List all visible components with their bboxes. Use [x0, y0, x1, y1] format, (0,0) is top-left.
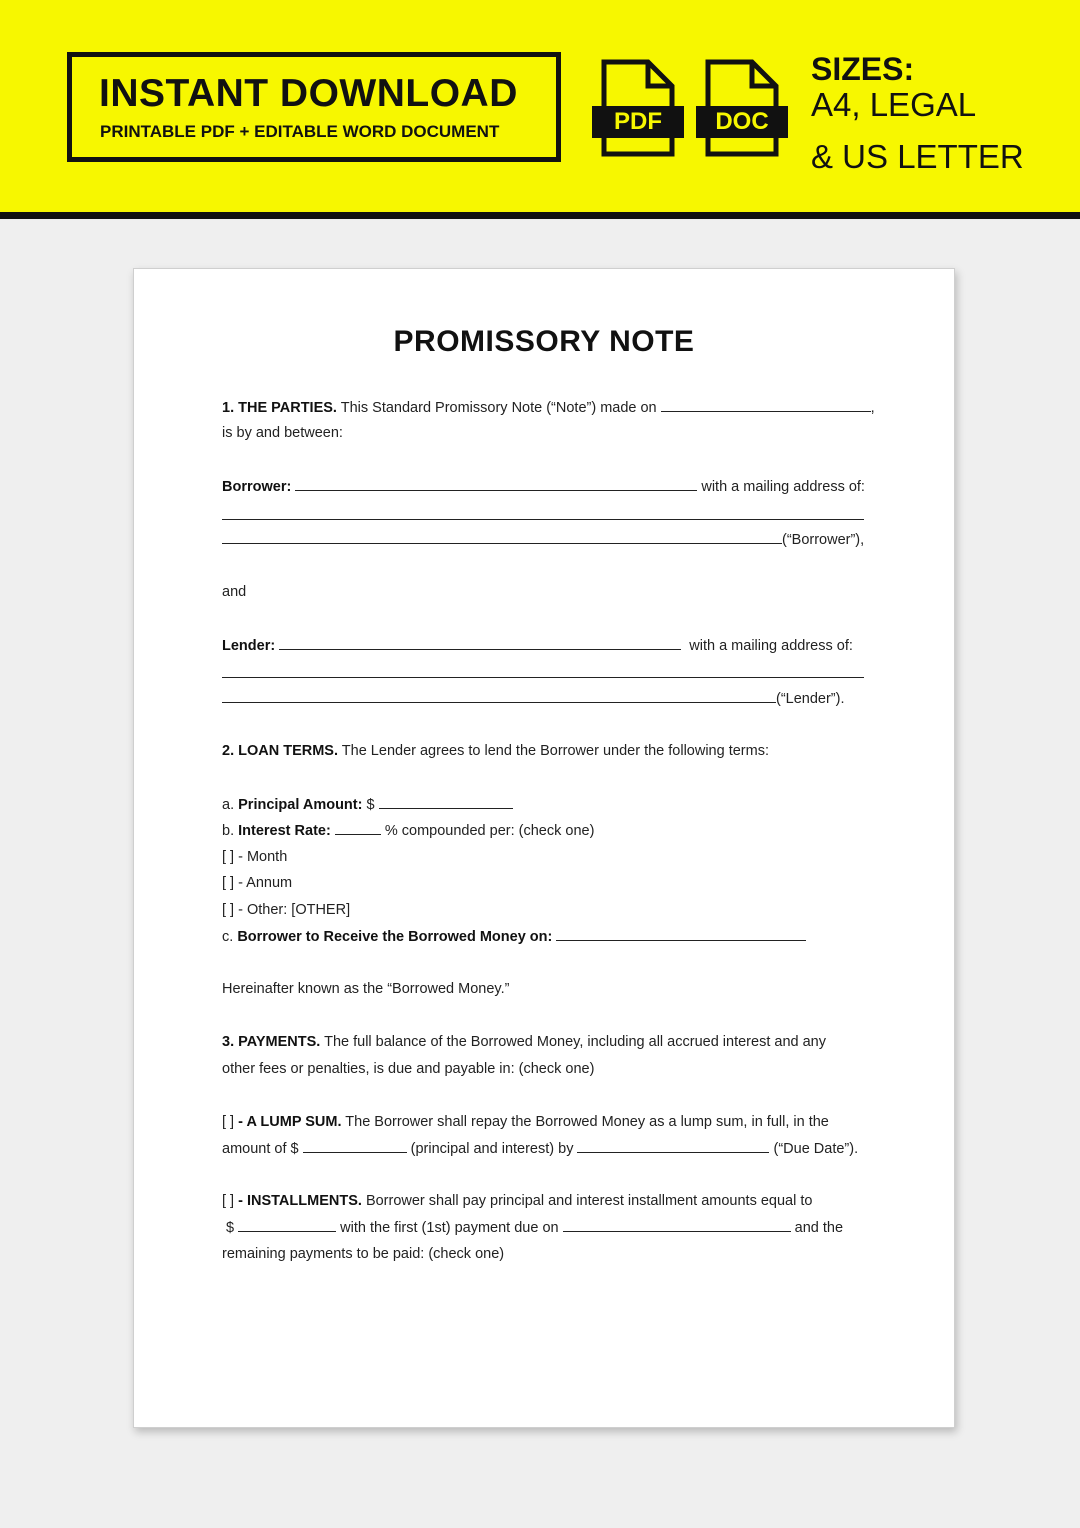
receive-prefix: c. — [222, 929, 234, 945]
lump-principal: (principal and interest) by — [410, 1141, 574, 1157]
payments-line — [222, 1032, 826, 1052]
receive-label: Borrower to Receive the Borrowed Money on: — [237, 929, 553, 945]
installments-text: Borrower shall pay principal and interest installment amounts equal to — [365, 1193, 813, 1209]
borrower-label: Borrower: — [222, 479, 292, 495]
sizes-line-2: & US LETTER — [811, 138, 1024, 175]
installments-remaining: remaining payments to be paid: (check one) — [222, 1246, 505, 1262]
due-date-blank[interactable] — [577, 1138, 769, 1153]
interest-line — [222, 820, 594, 841]
principal-dollar: $ — [366, 797, 375, 813]
installments-first: with the first (1st) payment due on — [340, 1220, 559, 1236]
interest-prefix: b. — [222, 823, 235, 839]
option-month[interactable]: [ ] - Month — [222, 849, 288, 865]
option-annum[interactable]: [ ] - Annum — [222, 875, 293, 891]
installment-amount-blank[interactable] — [238, 1217, 336, 1232]
interest-rate-blank[interactable] — [335, 820, 381, 835]
option-other[interactable]: [ ] - Other: [OTHER] — [222, 902, 351, 918]
banner-title: INSTANT DOWNLOAD — [99, 72, 518, 115]
lender-address-blank-1[interactable] — [222, 677, 864, 678]
parties-comma: , — [870, 400, 875, 416]
parties-heading: 1. THE PARTIES. — [222, 400, 337, 416]
lender-label: Lender: — [222, 638, 276, 654]
document-title: PROMISSORY NOTE — [393, 325, 695, 358]
download-banner — [0, 0, 1080, 219]
lump-checkbox[interactable]: [ ] — [222, 1114, 235, 1130]
receive-date-blank[interactable] — [556, 926, 806, 941]
installments-dollar: $ — [226, 1220, 235, 1236]
document-page — [133, 268, 955, 1428]
lump-amount-blank[interactable] — [303, 1138, 407, 1153]
lender-line — [222, 635, 853, 656]
loan-heading: 2. LOAN TERMS. — [222, 743, 339, 759]
receive-line — [222, 926, 806, 947]
principal-prefix: a. — [222, 797, 235, 813]
interest-text: % compounded per: (check one) — [384, 823, 595, 839]
banner-subtitle: PRINTABLE PDF + EDITABLE WORD DOCUMENT — [100, 122, 500, 141]
lump-text: The Borrower shall repay the Borrowed Money as a lump sum, in full, in the — [345, 1114, 829, 1130]
lender-name-blank[interactable] — [279, 635, 681, 650]
installments-amount-line — [222, 1217, 843, 1238]
borrower-name-blank[interactable] — [295, 476, 697, 491]
date-blank[interactable] — [661, 397, 871, 412]
lump-amount-line — [222, 1138, 858, 1159]
installments-heading: - INSTALLMENTS. — [238, 1193, 362, 1209]
and-text: and — [222, 584, 247, 600]
pdf-label: PDF — [614, 108, 662, 135]
lump-amount-of: amount of $ — [222, 1141, 299, 1157]
principal-blank[interactable] — [379, 794, 513, 809]
hereinafter-text: Hereinafter known as the “Borrowed Money.” — [222, 981, 510, 997]
first-payment-date-blank[interactable] — [563, 1217, 791, 1232]
borrower-address-blank-2[interactable] — [222, 529, 782, 544]
borrower-mailing-text: with a mailing address of: — [701, 479, 865, 495]
parties-text: This Standard Promissory Note (“Note”) made on — [340, 400, 657, 416]
payments-text: The full balance of the Borrowed Money, including all accrued interest and any — [324, 1034, 826, 1050]
payments-heading: 3. PAYMENTS. — [222, 1034, 321, 1050]
interest-label: Interest Rate: — [238, 823, 331, 839]
principal-line — [222, 794, 513, 815]
lender-address-line-2 — [222, 688, 845, 709]
installments-and-the: and the — [794, 1220, 844, 1236]
principal-label: Principal Amount: — [238, 797, 363, 813]
installments-line — [222, 1191, 812, 1211]
doc-file-icon — [696, 58, 788, 158]
lender-suffix: (“Lender”). — [776, 691, 845, 707]
installments-checkbox[interactable]: [ ] — [222, 1193, 235, 1209]
sizes-line-1: A4, LEGAL — [811, 86, 977, 123]
pdf-file-icon — [592, 58, 684, 158]
doc-label: DOC — [715, 108, 769, 135]
borrower-suffix: (“Borrower”), — [782, 532, 865, 548]
loan-text: The Lender agrees to lend the Borrower under the following terms: — [341, 743, 769, 759]
sizes-heading: SIZES: — [811, 51, 915, 87]
instant-download-box — [67, 52, 561, 162]
lump-sum-line — [222, 1112, 829, 1132]
lump-heading: - A LUMP SUM. — [238, 1114, 342, 1130]
payments-line-2: other fees or penalties, is due and payable in: (check one) — [222, 1061, 595, 1077]
parties-line — [222, 397, 875, 418]
parties-line-2: is by and between: — [222, 425, 343, 441]
lump-due: (“Due Date”). — [773, 1141, 859, 1157]
sizes-info — [811, 50, 1024, 176]
lender-mailing-text: with a mailing address of: — [689, 638, 853, 654]
borrower-line — [222, 476, 865, 497]
lender-address-blank-2[interactable] — [222, 688, 776, 703]
borrower-address-line-2 — [222, 529, 864, 550]
borrower-address-blank-1[interactable] — [222, 519, 864, 520]
loan-terms-line — [222, 741, 769, 761]
